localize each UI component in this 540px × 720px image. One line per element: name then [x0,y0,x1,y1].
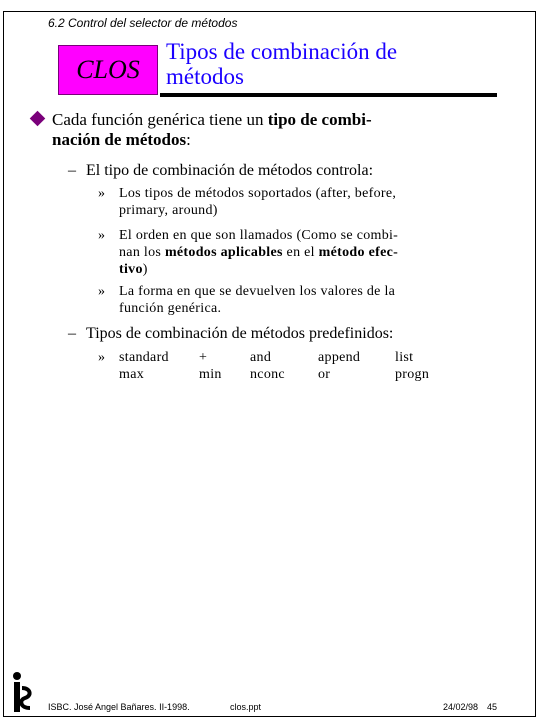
dash-bullet-icon: – [68,162,76,179]
raquo-bullet-icon: » [98,350,106,365]
main-bullet-line-1: Cada función genérica tiene un tipo de combi- [52,110,372,129]
sub-item-line: El orden en que son llamados (Como se combi- [119,228,399,243]
dash-item-text: Tipos de combinación de métodos predefinidos: [86,325,394,342]
combo-cell: standard max [119,350,169,382]
footer-date: 24/02/98 [443,702,479,712]
clos-logo [58,45,158,95]
sub-item-line: primary, around) [119,203,218,218]
combo-cell: and nconc [250,350,285,382]
raquo-bullet-icon: » [98,186,106,201]
footer-file: clos.ppt [230,702,262,712]
isbc-logo-icon [5,670,35,716]
sub-item-1 [98,185,428,219]
main-bullet-line-2: nación de métodos: [52,130,191,149]
sub-item-line: La forma en que se devuelven los valores de la [119,284,396,299]
main-bullet [32,110,502,150]
title-line-1: Tipos de combinación de [166,39,398,64]
dash-item-text: El tipo de combinación de métodos controla: [86,162,374,179]
sub-item-2 [98,227,428,278]
sub-item-line: Los tipos de métodos soportados (after, before, [119,186,397,201]
sub-item-line: tivo) [119,262,148,277]
footer-author: ISBC. José Angel Bañares. II-1998. [48,702,190,712]
combo-cell: list progn [395,350,430,382]
dash-item-2 [68,324,488,343]
diamond-bullet-icon [30,111,46,127]
sub-item-3 [98,283,428,317]
slide-title [166,39,496,89]
section-title: 6.2 Control del selector de métodos [48,16,238,30]
title-underline [160,93,497,97]
raquo-bullet-icon: » [98,228,106,243]
title-line-2: métodos [166,64,244,89]
footer-page: 45 [487,702,498,712]
sub-item-line: nan los métodos aplicables en el método efec- [119,245,399,260]
dash-item-1 [68,161,468,180]
raquo-bullet-icon: » [98,284,106,299]
sub-item-line: función genérica. [119,301,222,316]
combo-cell: append or [318,350,361,382]
combo-cell: + min [199,350,222,382]
logo-text: CLOS [76,55,140,84]
dash-bullet-icon: – [68,325,76,342]
